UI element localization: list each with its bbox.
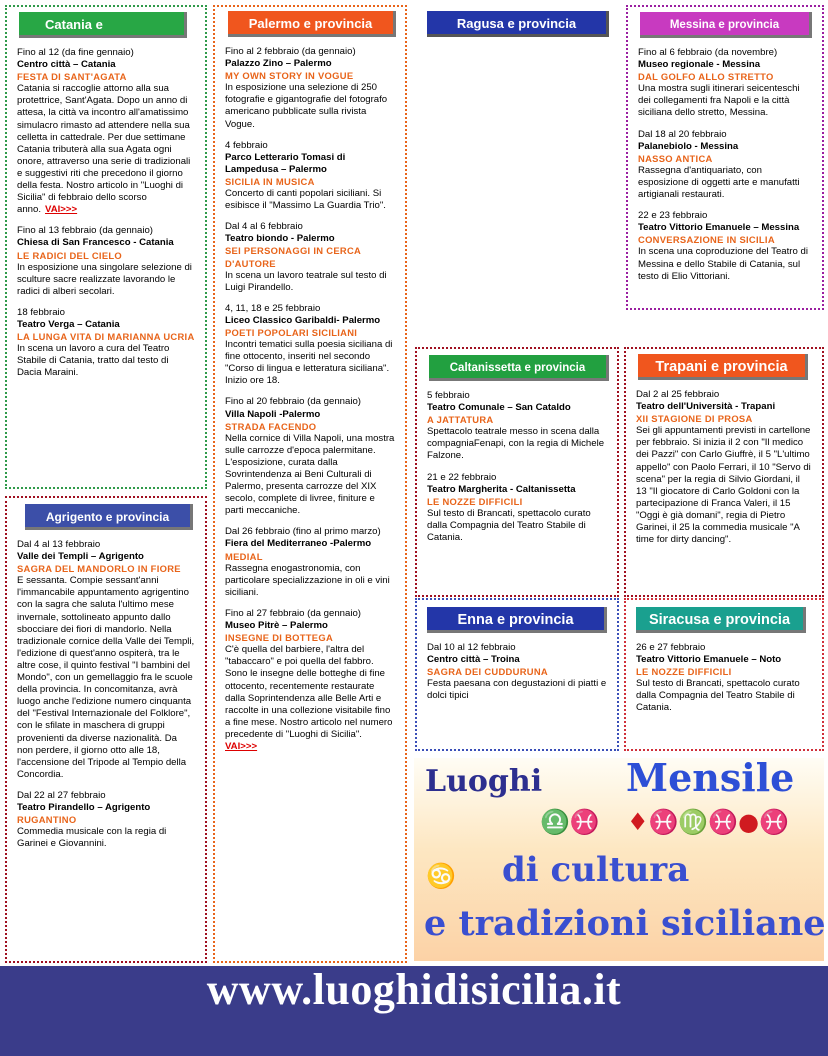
event-title: SAGRA DEL MANDORLO IN FIORE [17, 563, 181, 575]
event-entry [636, 642, 812, 715]
event-venue: Liceo Classico Garibaldi- Palermo [225, 314, 381, 326]
trapani-header: Trapani e provincia [638, 354, 808, 380]
event-desc: In esposizione una singolare selezione di sculture sacre realizzate lavorando le radici di alberi secolari. [17, 261, 192, 297]
event-venue: Teatro Verga – Catania [17, 318, 120, 330]
event-title: SEI PERSONAGGI IN CERCA D'AUTORE [225, 245, 361, 269]
caltanissetta-header: Caltanissetta e provincia [429, 355, 609, 381]
event-desc: In esposizione una selezione di 250 fotografie e gigantografie del fotografo americano pubblicate sulla rivista Vogue. [225, 82, 388, 130]
event-entry [17, 790, 195, 850]
event-entry [17, 225, 195, 298]
event-venue: Teatro Margherita - Caltanissetta [427, 483, 576, 495]
event-venue: Valle dei Templi – Agrigento [17, 551, 144, 563]
event-venue: Centro città – Troina [427, 654, 520, 666]
event-entry [427, 472, 607, 545]
ragusa-header: Ragusa e provincia [427, 11, 609, 37]
event-title: DAL GOLFO ALLO STRETTO [638, 71, 774, 83]
event-desc: Nella cornice di Villa Napoli, una mostra sulle carrozze d'epoca palermitane. L'esposizione, curata dalla Sovrintendenza ai Beni Culturali di Palermo, presenta carrozze del XIX secolo, complete di livree, finiture e parti meccaniche. [225, 432, 395, 517]
event-date: 26 e 27 febbraio [636, 642, 706, 653]
event-entry [225, 221, 395, 294]
event-desc [17, 83, 195, 216]
messina-section [626, 5, 824, 310]
siracusa-header: Siracusa e provincia [636, 607, 806, 633]
event-title: LE NOZZE DIFFICILI [427, 495, 523, 507]
vai-link[interactable]: VAI>>> [45, 204, 78, 216]
event-desc: In scena un lavoro a cura del Teatro Stabile di Catania, tratto dal testo di Dacia Maraini. [17, 343, 170, 379]
event-date: Fino al 27 febbraio (da gennaio) [225, 607, 362, 619]
event-date: 18 febbraio [17, 306, 66, 318]
zodiac-symbols-icon: ♎♓ [540, 807, 600, 836]
event-date: 4, 11, 18 e 25 febbraio [225, 302, 321, 314]
event-desc: Incontri tematici sulla poesia siciliana di fine ottocento, inseriti nel secondo "Corso di lingua e letteratura siciliana". Inizio ore 18. [225, 339, 393, 387]
event-venue: Villa Napoli -Palermo [225, 408, 321, 420]
event-desc: Sei gli appuntamenti previsti in cartellone per febbraio. Si inizia il 2 con "Il medico dei Pazzi" con Carlo Giuffrè, il 5 "L'ultimo appello" con Paolo Ferrari, il 10 "Servo di scena" per la regia di Silvio Giordani, il 13 "Il giocatore di Carlo Goldoni con la partecipazione di Franca Valeri, il 15 "Oggi è già domani", regia di Pietro Garinei, il 25 la commedia musicale "A time for dirty dancing". [636, 425, 811, 546]
vai-link[interactable]: VAI>>> [225, 740, 258, 752]
event-venue: Parco Letterario Tomasi di Lampedusa – Palermo [225, 151, 346, 175]
event-desc: C'è quella del barbiere, l'altra del "tabaccaro" e poi quella del fabbro. Sono le insegne delle botteghe di fine ottocento, recentemente restaurate dalla Soprintendenza alle Belle Arti e raccolte in una collezione visitabile fino a fine mese. Nostro articolo nel numero precedente di "Luoghi di Sicilia". [225, 644, 393, 740]
event-entry [225, 303, 395, 388]
event-entry [427, 642, 607, 702]
event-date: 4 febbraio [225, 139, 268, 151]
agrigento-section [5, 496, 207, 963]
event-entry [636, 389, 812, 546]
trapani-section [624, 347, 824, 597]
event-date: Fino al 2 febbraio (da gennaio) [225, 46, 356, 57]
event-date: 5 febbraio [427, 390, 470, 401]
event-entry [427, 390, 607, 463]
promo-banner [414, 755, 826, 961]
event-date: Dal 4 al 13 febbraio [17, 539, 101, 550]
event-title: RUGANTINO [17, 814, 77, 826]
event-title: INSEGNE DI BOTTEGA [225, 632, 334, 644]
siracusa-section [624, 598, 824, 751]
event-desc: Commedia musicale con la regia di Garinei e Giovannini. [17, 826, 167, 850]
event-date: Fino al 13 febbraio (da gennaio) [17, 225, 154, 237]
event-venue: Museo regionale - Messina [638, 59, 761, 71]
event-date: Dal 4 al 6 febbraio [225, 221, 303, 233]
event-venue: Palazzo Zino – Palermo [225, 58, 332, 70]
event-entry [17, 539, 195, 781]
catania-header: Catania e [19, 12, 187, 38]
event-venue: Teatro biondo - Palermo [225, 233, 335, 245]
ragusa-section [425, 8, 610, 40]
event-date: 21 e 22 febbraio [427, 471, 497, 483]
event-title: FESTA DI SANT'AGATA [17, 71, 127, 83]
event-entry [638, 129, 812, 202]
event-venue: Museo Pitrè – Palermo [225, 620, 328, 632]
event-entry [225, 396, 395, 517]
event-entry [225, 526, 395, 599]
event-entry [225, 608, 395, 753]
event-desc: Sul testo di Brancati, spettacolo curato dalla Compagnia del Teatro Stabile di Catania. [427, 507, 591, 544]
event-title: LE RADICI DEL CIELO [17, 249, 123, 261]
event-date: Dal 22 al 27 febbraio [17, 789, 106, 801]
promo-line-tradizioni: e tradizioni siciliane [424, 903, 826, 944]
promo-word-mensile: Mensile [626, 755, 795, 800]
event-venue: Centro città – Catania [17, 59, 116, 71]
event-venue: Teatro dell'Università - Trapani [636, 401, 776, 413]
palermo-header: Palermo e provincia [228, 11, 396, 37]
event-venue: Fiera del Mediterraneo -Palermo [225, 538, 372, 550]
event-desc: In scena un lavoro teatrale sul testo di Luigi Pirandello. [225, 269, 387, 293]
event-venue: Teatro Pirandello – Agrigento [17, 801, 151, 813]
event-entry [17, 47, 195, 216]
enna-section [415, 598, 619, 751]
event-date: Fino al 20 febbraio (da gennaio) [225, 396, 362, 408]
event-desc: Spettacolo teatrale messo in scena dalla compagniaFenapi, con la regia di Michele Falzone. [427, 426, 605, 462]
event-desc-text: Catania si raccoglie attorno alla sua protettrice, Sant'Agata. Dopo un anno di attesa, la città va incontro all'amatissimo simulacro rimasto ad attendere nella sua celletta in cattedrale. Per due settimane Catania tributerà alla sua Agata ogni onore, attraverso una serie di tradizionali e suggestivi riti che precedono il giorno della festa. Nostro articolo in "Luoghi di Sicilia" di febbraio dello scorso anno. [17, 83, 191, 216]
event-entry [225, 140, 395, 213]
event-entry [17, 307, 195, 380]
event-desc: Concerto di canti popolari siciliani. Si esibisce il "Massimo La Guardia Trio". [225, 188, 386, 212]
event-title: CONVERSAZIONE IN SICILIA [638, 234, 775, 246]
event-desc: Rassegna enogastronomia, con particolare specializzazione in oli e vini siciliani. [225, 562, 390, 598]
site-url-link[interactable]: www.luoghidisicilia.it [206, 965, 622, 1014]
event-date: Dal 18 al 20 febbraio [638, 128, 727, 140]
event-venue: Teatro Vittorio Emanuele – Messina [638, 222, 800, 234]
caltanissetta-section [415, 347, 619, 597]
event-date: Dal 2 al 25 febbraio [636, 389, 720, 400]
event-venue: Chiesa di San Francesco - Catania [17, 237, 174, 249]
zodiac-symbol-icon: ♋ [426, 861, 456, 890]
event-venue: Teatro Vittorio Emanuele – Noto [636, 654, 782, 666]
event-date: Fino al 12 (da fine gennaio) [17, 47, 134, 58]
event-desc: Sul testo di Brancati, spettacolo curato dalla Compagnia del Teatro Stabile di Catania. [636, 678, 800, 714]
event-title: NASSO ANTICA [638, 152, 713, 164]
event-title: POETI POPOLARI SICILIANI [225, 326, 358, 338]
event-title: SAGRA DEI CUDDURUNA [427, 666, 548, 678]
event-desc: In scena una coproduzione del Teatro di Messina e dello Stabile di Catania, sul testo di Elio Vittoriani. [638, 246, 808, 282]
event-title: A JATTATURA [427, 414, 494, 426]
event-title: MEDIAL [225, 550, 263, 562]
event-title: LA LUNGA VITA DI MARIANNA UCRIA [17, 331, 195, 343]
event-title: LE NOZZE DIFFICILI [636, 666, 732, 678]
event-date: Dal 10 al 12 febbraio [427, 642, 516, 653]
event-date: 22 e 23 febbraio [638, 210, 708, 222]
event-desc: Una mostra sugli itinerari seicenteschi dei collegamenti fra Napoli e la città siciliana dello stretto, Messina. [638, 83, 800, 119]
event-title: MY OWN STORY IN VOGUE [225, 70, 354, 82]
event-venue: Palanebiolo - Messina [638, 140, 739, 152]
zodiac-symbols-icon: ♦♓♍♓●♓ [627, 807, 789, 836]
event-entry [638, 210, 812, 283]
palermo-section [213, 5, 407, 963]
event-date: Dal 26 febbraio (fino al primo marzo) [225, 526, 381, 538]
catania-section [5, 5, 207, 489]
footer-banner [0, 966, 828, 1056]
promo-line-cultura: di cultura [502, 850, 690, 890]
event-entry [638, 47, 812, 120]
event-title: SICILIA IN MUSICA [225, 175, 315, 187]
event-entry [225, 46, 395, 131]
enna-header: Enna e provincia [427, 607, 607, 633]
event-venue: Teatro Comunale – San Cataldo [427, 402, 571, 414]
promo-word-luoghi: Luoghi [425, 764, 543, 799]
event-title: XII STAGIONE DI PROSA [636, 413, 753, 425]
messina-header: Messina e provincia [640, 12, 812, 38]
event-date: Fino al 6 febbraio (da novembre) [638, 47, 778, 58]
event-title: STRADA FACENDO [225, 420, 317, 432]
event-desc: Rassegna d'antiquariato, con esposizione di oggetti arte e manufatti artigianali restaurati. [638, 164, 800, 201]
event-desc: Festa paesana con degustazioni di piatti e dolci tipici [427, 678, 607, 702]
event-desc: E sessanta. Compie sessant'anni l'immancabile appuntamento agrigentino con la sagra che saluta l'ultimo mese invernale, sottolineato appunto dallo sbocciare dei fiori di mandorlo. Nella tradizionale cornice della Valle dei Templi, l'edizione di quest'anno ospiterà, tra le altre cose, il quinto festival "I bambini del Mondo", con un gemellaggio fra le scuole della provincia. In concomitanza, avrà luogo anche l'edizione numero cinquanta del "Festival Internazionale del Folklore", con le sfilate in maschera di gruppi provenienti da diverse nazionalità. Da non perdere, il giorno otto alle 18, l'accensione del Tripode al Tempio della Concordia. [17, 575, 195, 780]
agrigento-header: Agrigento e provincia [25, 504, 193, 530]
